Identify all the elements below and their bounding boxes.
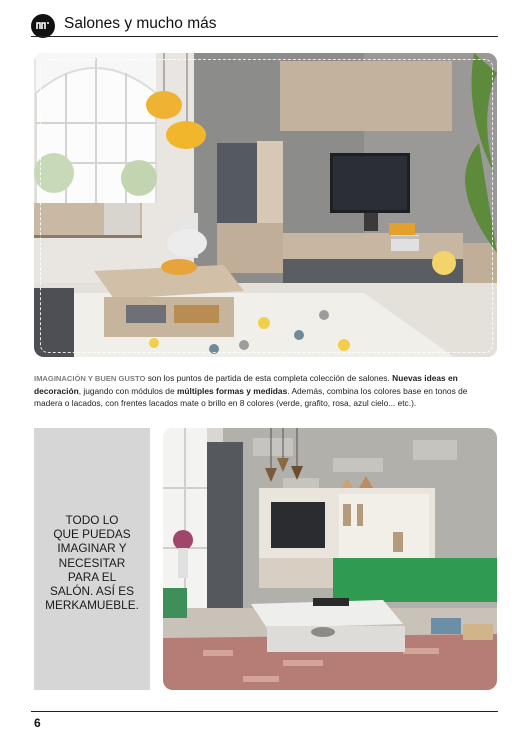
caption-part-1: son los puntos de partida de esta completa colección de salones. bbox=[145, 373, 393, 383]
slogan-line: SALÓN. ASÍ ES bbox=[50, 584, 134, 599]
merkamueble-logo-icon bbox=[31, 14, 55, 38]
caption-part-2: , jugando con módulos de bbox=[78, 386, 177, 396]
slogan-line: TODO LO bbox=[65, 513, 119, 527]
slogan-line: QUE PUEDAS bbox=[53, 527, 131, 542]
page-number: 6 bbox=[34, 716, 41, 730]
slogan-text bbox=[34, 513, 150, 612]
living-room-photo-1 bbox=[34, 53, 497, 357]
section-title: Salones y mucho más bbox=[64, 15, 217, 32]
living-room-photo-2 bbox=[163, 428, 497, 690]
caption-bold-2: múltiples formas y medidas bbox=[176, 386, 288, 396]
header-divider bbox=[31, 36, 498, 37]
photo-caption bbox=[34, 372, 496, 409]
footer-divider bbox=[31, 711, 498, 712]
slogan-line: NECESITAR bbox=[58, 555, 126, 570]
slogan-line: IMAGINAR Y bbox=[57, 541, 127, 556]
slogan-line: MERKAMUEBLE. bbox=[45, 598, 139, 613]
caption-bold-1: Nuevas ideas en decoración bbox=[34, 373, 458, 396]
caption-part-3: . Además, combina los colores base en tonos de madera o lacados, con frentes lacados mate o brillo en 8 colores (verde, grafito, rosa, azul cielo... etc.). bbox=[34, 386, 468, 408]
caption-lead: IMAGINACIÓN Y BUEN GUSTO bbox=[34, 374, 146, 383]
slogan-line: PARA EL bbox=[67, 569, 117, 584]
